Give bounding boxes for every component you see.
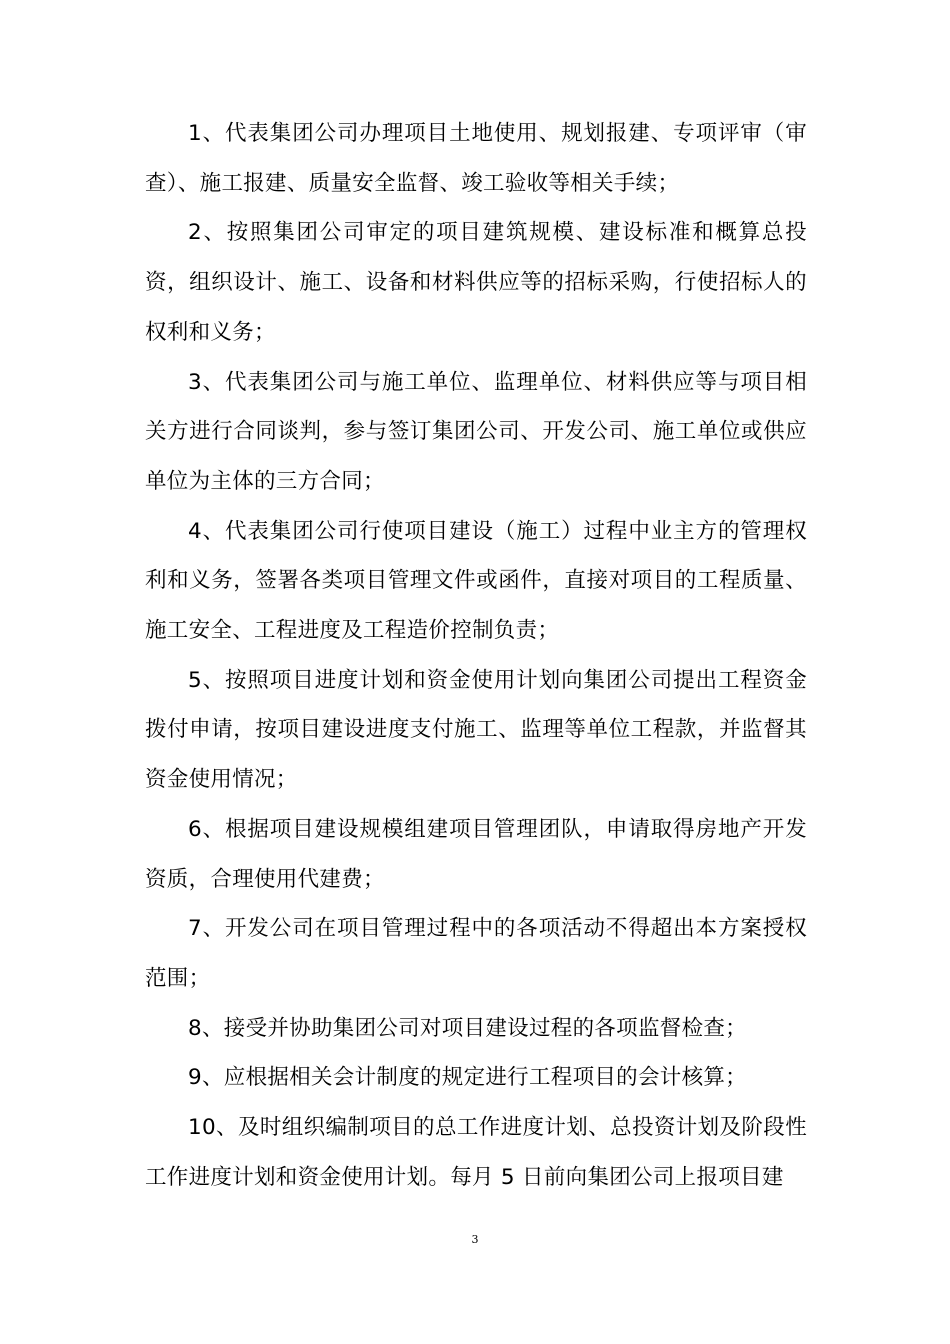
clause-10: 10、及时组织编制项目的总工作进度计划、总投资计划及阶段性工作进度计划和资金使用计划。每月 5 日前向集团公司上报项目建: [145, 1115, 807, 1190]
clause-9: 9、应根据相关会计制度的规定进行工程项目的会计核算；: [188, 1065, 747, 1091]
clause-2: 2、按照集团公司审定的项目建筑规模、建设标准和概算总投资，组织设计、施工、设备和材料供应等的招标采购，行使招标人的权利和义务；: [145, 220, 807, 345]
clause-4: 4、代表集团公司行使项目建设（施工）过程中业主方的管理权利和义务，签署各类项目管理文件或函件，直接对项目的工程质量、施工安全、工程进度及工程造价控制负责；: [145, 518, 807, 644]
document-body: [145, 109, 807, 1202]
page-number: 3: [471, 1233, 479, 1246]
clause-3: 3、代表集团公司与施工单位、监理单位、材料供应等与项目相关方进行合同谈判，参与签订集团公司、开发公司、施工单位或供应单位为主体的三方合同；: [145, 369, 807, 494]
clause-6: 6、根据项目建设规模组建项目管理团队，申请取得房地产开发资质，合理使用代建费；: [145, 816, 807, 892]
clause-8: 8、接受并协助集团公司对项目建设过程的各项监督检查；: [188, 1015, 747, 1041]
clause-5: 5、按照项目进度计划和资金使用计划向集团公司提出工程资金拨付申请，按项目建设进度支付施工、监理等单位工程款，并监督其资金使用情况；: [145, 667, 807, 793]
clause-1: 1、代表集团公司办理项目土地使用、规划报建、专项评审（审查）、施工报建、质量安全监督、竣工验收等相关手续；: [145, 121, 807, 196]
clause-7: 7、开发公司在项目管理过程中的各项活动不得超出本方案授权范围；: [145, 916, 807, 991]
